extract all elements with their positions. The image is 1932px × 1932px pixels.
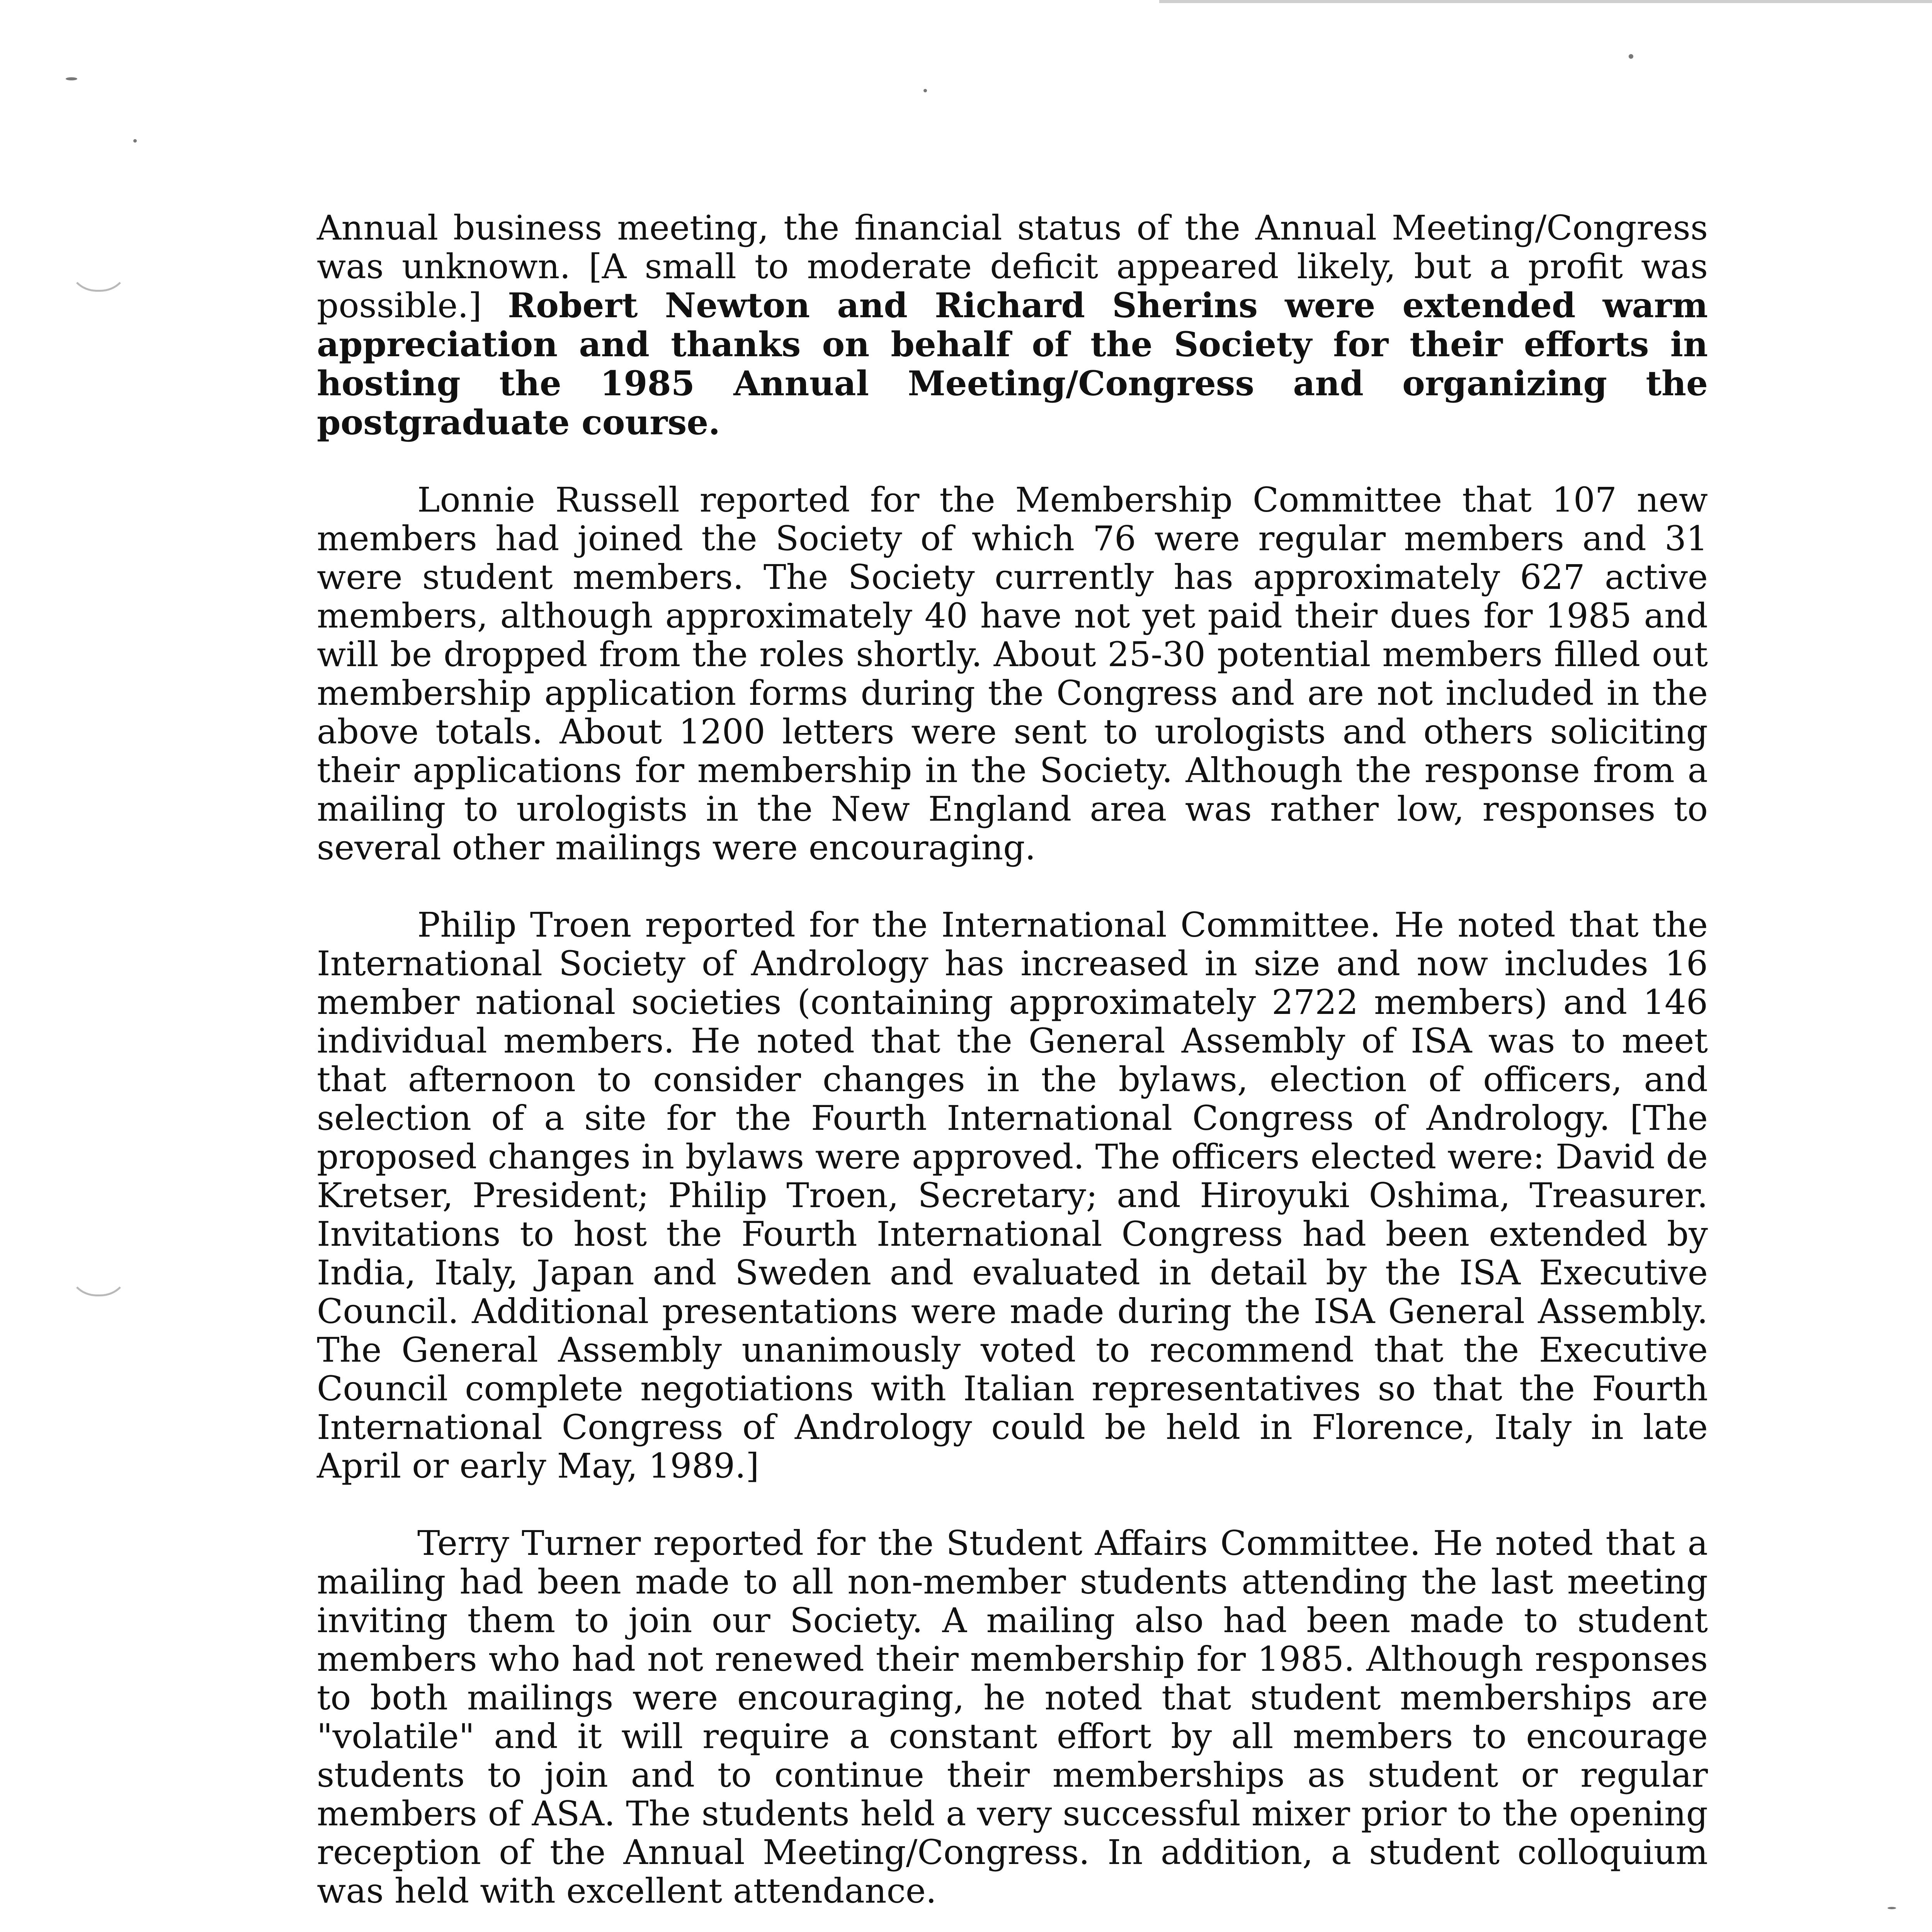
paragraph-text: Annual business meeting, the financial status of the Annual Meeting/Congress was unknown. [A small to moderate deficit appeared likely, but a profit was possible.]	[317, 208, 1708, 325]
scan-speck	[133, 139, 137, 143]
scan-top-edge	[1159, 0, 1932, 3]
paragraph-international-committee: Philip Troen reported for the International Committee. He noted that the International Society of Andrology has increased in size and now includes 16 member national societies (containing approximately 2722 members) and 146 individual members. He noted that the General Assembly of ISA was to meet that afternoon to consider changes in the bylaws, election of officers, and selection of a site for the Fourth International Congress of Andrology. [The proposed changes in bylaws were approved. The officers elected were: David de Kretser, President; Philip Troen, Secretary; and Hiroyuki Oshima, Treasurer. Invitations to host the Fourth International Congress had been extended by India, Italy, Japan and Sweden and evaluated in detail by the ISA Executive Council. Additional presentations were made during the ISA General Assembly. The General Assembly unanimously voted to recommend that the Executive Council complete negotiations with Italian representatives so that the Fourth International Congress of Andrology could be held in Florence, Italy in late April or early May, 1989.]	[317, 905, 1708, 1486]
scan-speck	[923, 89, 927, 92]
scan-speck	[66, 77, 77, 80]
binder-hole-top	[68, 259, 129, 292]
scan-speck	[1629, 54, 1633, 59]
paragraph-membership-committee: Lonnie Russell reported for the Membership Committee that 107 new members had joined the Society of which 76 were regular members and 31 were student members. The Society currently has approximately 627 active members, although approximately 40 have not yet paid their dues for 1985 and will be dropped from the roles shortly. About 25-30 potential members filled out membership application forms during the Congress and are not included in the above totals. About 1200 letters were sent to urologists and others soliciting their applications for membership in the Society. Although the response from a mailing to urologists in the New England area was rather low, responses to several other mailings were encouraging.	[317, 480, 1708, 867]
paragraph-meeting-finances	[317, 209, 1708, 442]
paragraph-bold-text: Robert Newton and Richard Sherins were extended warm appreciation and thanks on behalf of the Society for their efforts in hosting the 1985 Annual Meeting/Congress and organizing the postgraduate course.	[317, 285, 1708, 442]
scan-speck	[1888, 1907, 1896, 1909]
binder-hole-middle	[68, 1264, 129, 1296]
paragraph-student-affairs: Terry Turner reported for the Student Affairs Committee. He noted that a mailing had been made to all non-member students attending the last meeting inviting them to join our Society. A mailing also had been made to student members who had not renewed their membership for 1985. Although responses to both mailings were encouraging, he noted that student memberships are "volatile" and it will require a constant effort by all members to encourage students to join and to continue their memberships as student or regular members of ASA. The students held a very successful mixer prior to the opening reception of the Annual Meeting/Congress. In addition, a student colloquium was held with excellent attendance.	[317, 1523, 1708, 1911]
document-body	[317, 209, 1708, 1932]
